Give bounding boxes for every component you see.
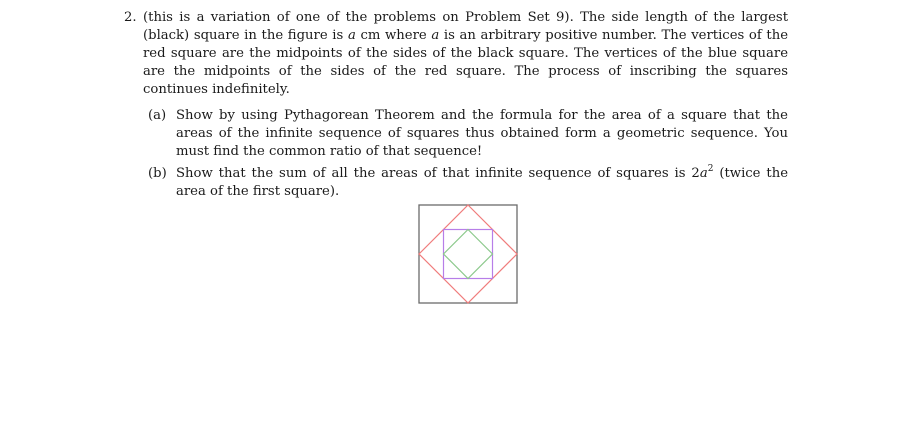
red-square [419,205,517,303]
problem-number: 2. [124,10,137,25]
part-a-text: Show by using Pythagorean Theorem and the formula for the area of a square that the areas of the infinite sequence of squares thus obtained form a geometric sequence. You must find the common ratio of that sequence! [176,108,788,159]
intro-text-1: (this is a variation of one of the problems on Problem Set 9). The side length of the largest (black) square in the figure is [143,10,788,43]
problem-parts [124,107,788,201]
part-b-exponent: 2 [707,164,714,174]
inscribed-squares-figure [418,204,519,305]
blue-square [444,230,493,279]
part-b-text-before: Show that the sum of all the areas of that infinite sequence of squares is 2 [176,166,700,181]
green-square [444,230,493,279]
part-b-text-after: (twice the area of the first square). [176,166,789,199]
part-a-label: (a) [148,108,167,123]
part-b-var: a [699,166,708,181]
intro-text-3: is an arbitrary positive number. The vertices of the red square are the midpoints of the sides of the black square. The vertices of the blue square are the midpoints of the sides of the red square. The process of inscribing the squares continues indefinitely. [143,28,788,97]
intro-var-a-2: a [431,28,440,43]
problem-block [124,9,788,205]
intro-text-2: cm where [355,28,432,43]
part-b-label: (b) [148,166,167,181]
part-b [124,165,788,201]
problem-statement [124,9,788,99]
part-a [124,107,788,161]
intro-var-a: a [347,28,356,43]
black-square [419,205,517,303]
